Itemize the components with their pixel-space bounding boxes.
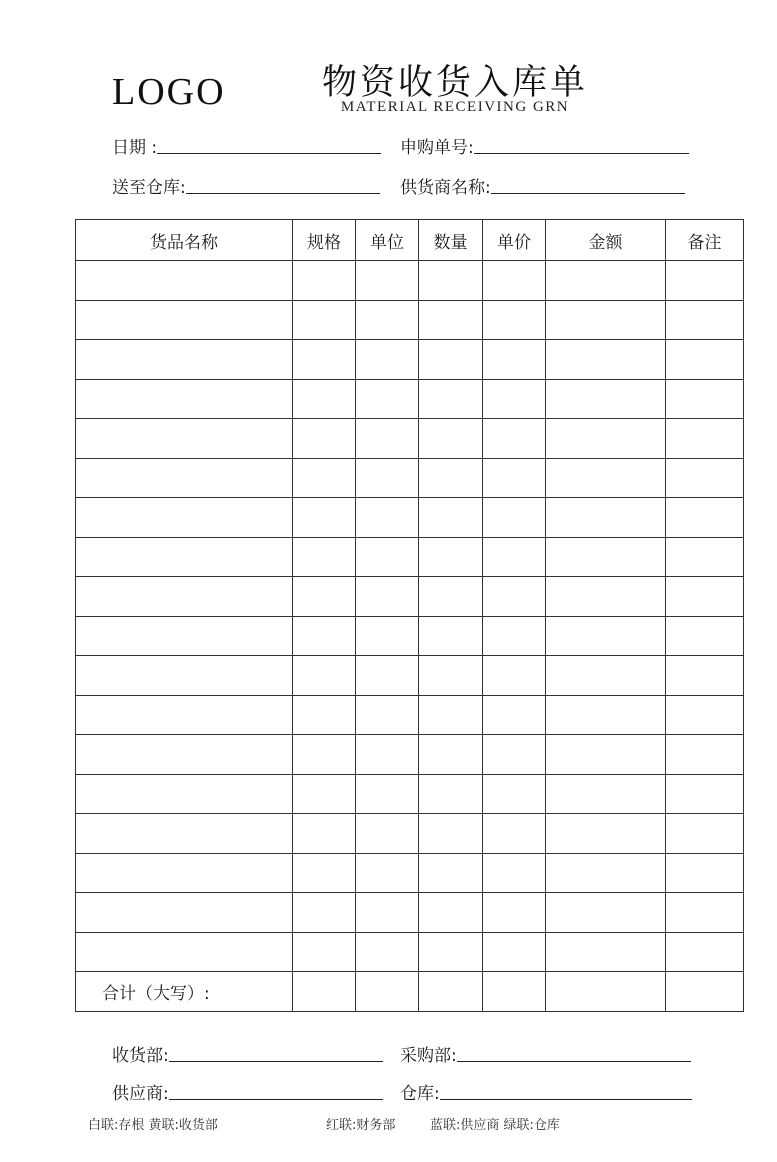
- date-label: 日期 :: [112, 138, 158, 158]
- table-row: [76, 261, 744, 301]
- table-cell[interactable]: [419, 616, 483, 656]
- table-cell[interactable]: [293, 695, 356, 735]
- table-cell[interactable]: [76, 893, 293, 933]
- purchasing-dept-field[interactable]: [400, 1041, 691, 1066]
- table-cell[interactable]: [293, 616, 356, 656]
- column-header-unit: 单位: [356, 220, 419, 261]
- supplier-sign-field[interactable]: [112, 1079, 383, 1104]
- table-cell[interactable]: [546, 419, 666, 459]
- table-cell[interactable]: [356, 853, 419, 893]
- table-cell[interactable]: [483, 735, 546, 775]
- table-cell[interactable]: [76, 814, 293, 854]
- table-cell[interactable]: [666, 616, 744, 656]
- table-row: [76, 498, 744, 538]
- table-cell[interactable]: [666, 458, 744, 498]
- table-cell[interactable]: [293, 379, 356, 419]
- table-cell[interactable]: [483, 972, 546, 1012]
- table-row: [76, 537, 744, 577]
- receiving-dept-fill-line[interactable]: [169, 1060, 383, 1062]
- table-cell[interactable]: [666, 893, 744, 933]
- supplier-sign-fill-line[interactable]: [169, 1098, 383, 1100]
- table-cell[interactable]: [293, 972, 356, 1012]
- table-cell[interactable]: [293, 577, 356, 617]
- table-cell[interactable]: [356, 814, 419, 854]
- table-cell[interactable]: [293, 537, 356, 577]
- table-cell[interactable]: [76, 695, 293, 735]
- table-cell[interactable]: [546, 458, 666, 498]
- table-cell[interactable]: [76, 498, 293, 538]
- table-cell[interactable]: [483, 419, 546, 459]
- table-cell[interactable]: [546, 379, 666, 419]
- table-cell[interactable]: [666, 932, 744, 972]
- table-cell[interactable]: [419, 735, 483, 775]
- table-cell[interactable]: [666, 972, 744, 1012]
- table-cell[interactable]: [546, 972, 666, 1012]
- table-cell[interactable]: [483, 340, 546, 380]
- table-cell[interactable]: [293, 932, 356, 972]
- table-cell[interactable]: [293, 893, 356, 933]
- table-cell[interactable]: [666, 735, 744, 775]
- table-cell[interactable]: [293, 419, 356, 459]
- form-subtitle: MATERIAL RECEIVING GRN: [340, 99, 570, 115]
- table-cell[interactable]: [356, 379, 419, 419]
- table-cell[interactable]: [76, 616, 293, 656]
- table-cell[interactable]: [356, 972, 419, 1012]
- table-cell[interactable]: [419, 498, 483, 538]
- table-cell[interactable]: [483, 932, 546, 972]
- table-cell[interactable]: [546, 498, 666, 538]
- table-cell[interactable]: [666, 577, 744, 617]
- table-cell[interactable]: [293, 498, 356, 538]
- table-cell[interactable]: [546, 537, 666, 577]
- table-cell[interactable]: [546, 656, 666, 696]
- form-title: 物资收货入库单: [321, 63, 588, 103]
- table-cell[interactable]: [666, 853, 744, 893]
- table-cell[interactable]: [419, 458, 483, 498]
- table-cell[interactable]: [76, 261, 293, 301]
- receiving-dept-label: 收货部:: [112, 1046, 169, 1066]
- column-header-amount: 金额: [546, 220, 666, 261]
- table-cell[interactable]: [293, 735, 356, 775]
- warehouse-sign-fill-line[interactable]: [440, 1098, 692, 1100]
- table-cell[interactable]: [546, 340, 666, 380]
- table-cell[interactable]: [666, 695, 744, 735]
- warehouse-sign-label: 仓库:: [400, 1084, 440, 1104]
- purchasing-dept-fill-line[interactable]: [457, 1060, 691, 1062]
- total-row: [76, 972, 744, 1012]
- table-cell[interactable]: [76, 577, 293, 617]
- table-cell[interactable]: [76, 379, 293, 419]
- table-cell[interactable]: [419, 814, 483, 854]
- table-cell[interactable]: [666, 656, 744, 696]
- table-cell[interactable]: [356, 340, 419, 380]
- deliver-to-warehouse-fill-line[interactable]: [186, 192, 380, 194]
- date-fill-line[interactable]: [157, 152, 381, 154]
- table-cell[interactable]: [293, 340, 356, 380]
- table-cell[interactable]: [483, 814, 546, 854]
- table-cell[interactable]: [76, 735, 293, 775]
- column-header-item-name: 货品名称: [76, 220, 293, 261]
- logo: LOGO: [112, 71, 226, 113]
- table-cell[interactable]: [356, 300, 419, 340]
- requisition-number-fill-line[interactable]: [474, 152, 689, 154]
- table-cell[interactable]: [356, 695, 419, 735]
- table-cell[interactable]: [419, 893, 483, 933]
- table-cell[interactable]: [356, 498, 419, 538]
- deliver-to-warehouse-field[interactable]: [112, 173, 380, 198]
- column-header-quantity: 数量: [419, 220, 483, 261]
- copy-note-first: 白联:存根 黄联:收货部: [88, 1118, 218, 1133]
- table-cell[interactable]: [419, 656, 483, 696]
- table-cell[interactable]: [546, 300, 666, 340]
- table-cell[interactable]: [293, 814, 356, 854]
- date-field[interactable]: [112, 133, 381, 158]
- table-row: [76, 458, 744, 498]
- table-cell[interactable]: [419, 537, 483, 577]
- table-cell[interactable]: [356, 735, 419, 775]
- table-cell[interactable]: [356, 537, 419, 577]
- table-cell[interactable]: [483, 458, 546, 498]
- column-header-remarks: 备注: [666, 220, 744, 261]
- requisition-number-field[interactable]: [400, 133, 689, 158]
- table-cell[interactable]: [76, 932, 293, 972]
- table-cell[interactable]: [356, 932, 419, 972]
- table-row: [76, 656, 744, 696]
- table-cell[interactable]: [666, 261, 744, 301]
- deliver-to-warehouse-label: 送至仓库:: [112, 178, 186, 198]
- table-cell[interactable]: [293, 300, 356, 340]
- table-cell[interactable]: [666, 498, 744, 538]
- table-cell[interactable]: [483, 537, 546, 577]
- table-cell[interactable]: [419, 932, 483, 972]
- column-header-spec: 规格: [293, 220, 356, 261]
- table-row: [76, 300, 744, 340]
- table-row: [76, 419, 744, 459]
- table-row: [76, 932, 744, 972]
- table-cell[interactable]: [419, 972, 483, 1012]
- table-cell[interactable]: [666, 419, 744, 459]
- table-cell[interactable]: [419, 300, 483, 340]
- table-cell[interactable]: [419, 853, 483, 893]
- table-cell[interactable]: [356, 419, 419, 459]
- table-cell[interactable]: [76, 537, 293, 577]
- table-cell[interactable]: [356, 261, 419, 301]
- table-cell[interactable]: [419, 695, 483, 735]
- table-header-row: [76, 220, 744, 261]
- table-row: [76, 577, 744, 617]
- table-cell[interactable]: [76, 656, 293, 696]
- table-cell[interactable]: [483, 695, 546, 735]
- table-row: [76, 379, 744, 419]
- table-cell[interactable]: [483, 616, 546, 656]
- table-cell[interactable]: [293, 458, 356, 498]
- table-cell[interactable]: [483, 656, 546, 696]
- table-cell[interactable]: [666, 814, 744, 854]
- table-cell[interactable]: [76, 419, 293, 459]
- table-row: [76, 774, 744, 814]
- table-cell[interactable]: [356, 577, 419, 617]
- receiving-dept-field[interactable]: [112, 1041, 383, 1066]
- table-cell[interactable]: [483, 893, 546, 933]
- table-cell[interactable]: [356, 774, 419, 814]
- table-cell[interactable]: [76, 458, 293, 498]
- table-body: [76, 261, 744, 972]
- table-cell[interactable]: [356, 893, 419, 933]
- supplier-name-label: 供货商名称:: [400, 178, 491, 198]
- supplier-sign-label: 供应商:: [112, 1084, 169, 1104]
- table-cell[interactable]: [666, 774, 744, 814]
- total-label: 合计（大写）:: [76, 972, 293, 1012]
- table-cell[interactable]: [666, 537, 744, 577]
- table-cell[interactable]: [293, 853, 356, 893]
- table-cell[interactable]: [546, 577, 666, 617]
- table-cell[interactable]: [546, 932, 666, 972]
- table-cell[interactable]: [483, 300, 546, 340]
- table-cell[interactable]: [419, 419, 483, 459]
- goods-table: [75, 219, 744, 1012]
- supplier-name-field[interactable]: [400, 173, 685, 198]
- table-cell[interactable]: [483, 853, 546, 893]
- table-cell[interactable]: [546, 893, 666, 933]
- table-cell[interactable]: [483, 577, 546, 617]
- table-cell[interactable]: [483, 261, 546, 301]
- table-cell[interactable]: [419, 577, 483, 617]
- table-cell[interactable]: [419, 340, 483, 380]
- table-cell[interactable]: [76, 300, 293, 340]
- table-cell[interactable]: [356, 656, 419, 696]
- table-cell[interactable]: [293, 774, 356, 814]
- table-cell[interactable]: [76, 340, 293, 380]
- table-cell[interactable]: [546, 814, 666, 854]
- column-header-unit-price: 单价: [483, 220, 546, 261]
- table-cell[interactable]: [76, 853, 293, 893]
- table-cell[interactable]: [293, 656, 356, 696]
- table-cell[interactable]: [419, 379, 483, 419]
- table-row: [76, 695, 744, 735]
- table-row: [76, 735, 744, 775]
- table-cell[interactable]: [546, 261, 666, 301]
- table-row: [76, 893, 744, 933]
- table-cell[interactable]: [546, 853, 666, 893]
- supplier-name-fill-line[interactable]: [491, 192, 685, 194]
- table-row: [76, 853, 744, 893]
- purchasing-dept-label: 采购部:: [400, 1046, 457, 1066]
- table-cell[interactable]: [356, 616, 419, 656]
- table-cell[interactable]: [356, 458, 419, 498]
- table-cell[interactable]: [546, 695, 666, 735]
- table-row: [76, 340, 744, 380]
- table-cell[interactable]: [76, 774, 293, 814]
- table-cell[interactable]: [483, 498, 546, 538]
- table-cell[interactable]: [419, 261, 483, 301]
- table-cell[interactable]: [546, 616, 666, 656]
- table-cell[interactable]: [666, 379, 744, 419]
- table-cell[interactable]: [483, 774, 546, 814]
- requisition-number-label: 申购单号:: [400, 138, 474, 158]
- table-row: [76, 814, 744, 854]
- table-cell[interactable]: [419, 774, 483, 814]
- table-cell[interactable]: [546, 735, 666, 775]
- copy-note-third: 蓝联:供应商 绿联:仓库: [430, 1118, 560, 1133]
- table-cell[interactable]: [293, 261, 356, 301]
- copy-note-second: 红联:财务部: [326, 1118, 396, 1133]
- table-cell[interactable]: [546, 774, 666, 814]
- table-cell[interactable]: [483, 379, 546, 419]
- table-cell[interactable]: [666, 340, 744, 380]
- table-cell[interactable]: [666, 300, 744, 340]
- warehouse-sign-field[interactable]: [400, 1079, 692, 1104]
- table-row: [76, 616, 744, 656]
